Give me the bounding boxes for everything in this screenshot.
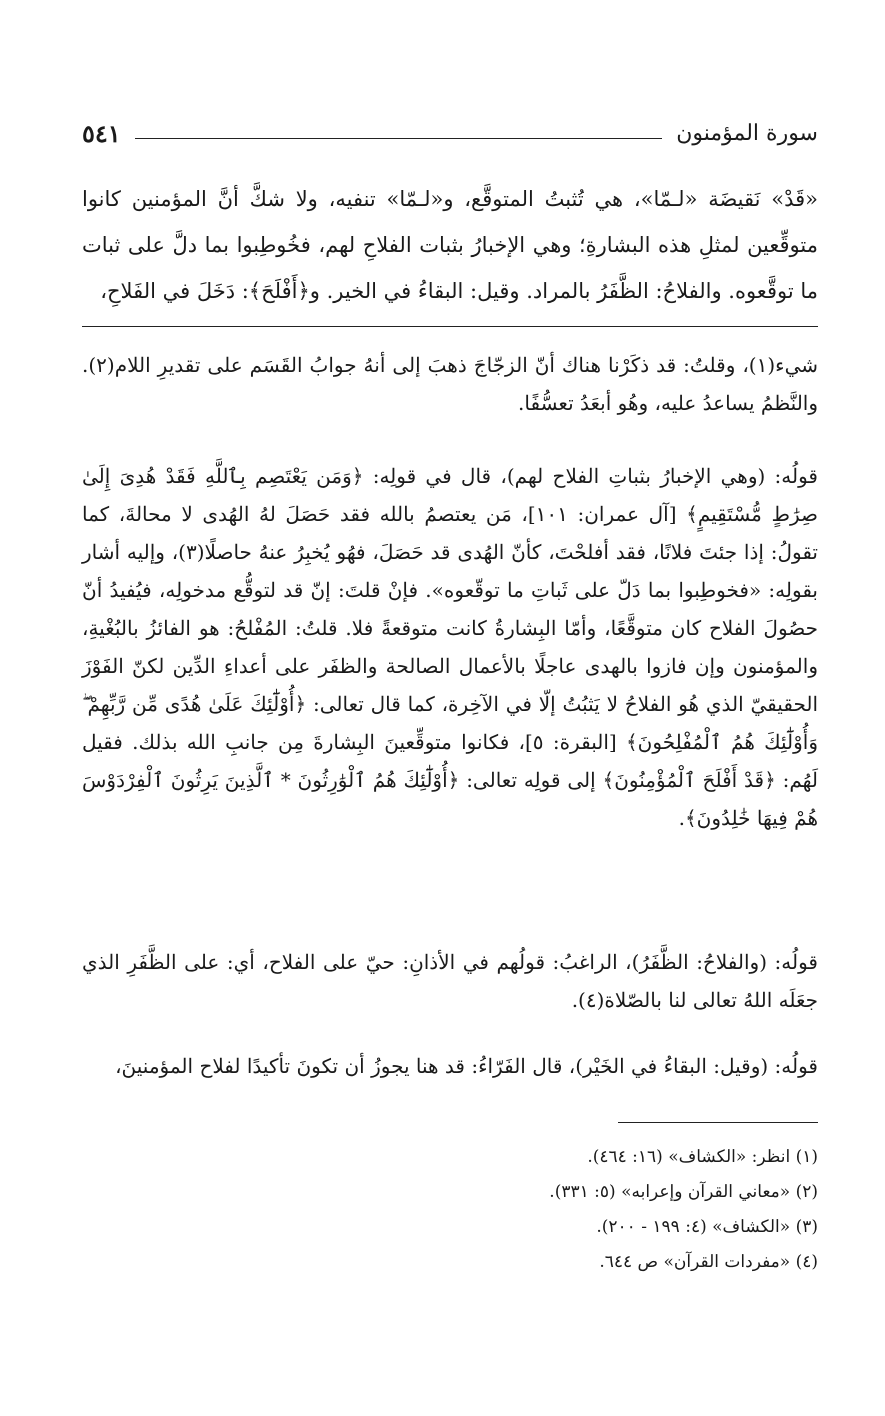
footnotes-list: [82, 1140, 818, 1280]
footnote-3: (٣) «الكشاف» (٤: ١٩٩ - ٢٠٠).: [596, 1217, 818, 1237]
surah-title: سورة المؤمنون: [676, 120, 818, 146]
page-header: [82, 118, 818, 148]
commentary-paragraph-2: قولُه: (وهي الإخبارُ بثباتِ الفلاح لهم)، قال في قولِه: ﴿وَمَن يَعْتَصِم بِٱللَّهِ فَقَدْ هُدِىَ إِلَىٰ صِرَٰطٍ مُّسْتَقِيمٍ﴾ [آل عمران: ١٠١]، مَن يعتصمُ بالله فقد حَصَلَ لهُ الهُدى لا محالةَ، كما تقولُ: إذا جئتَ فلانًا، فقد أفلحْتَ، كأنّ الهُدى قد حَصَلَ، فهُو يُخبِرُ عنهُ حاصلًا(٣)، وإليه أشار بقولِه: «فخوطِبوا بما دَلّ على ثَباتِ ما توقّعوه». فإنْ قلتَ: إنّ قد لتوقُّع مدخولِه، فيُفيدُ أنّ حصُولَ الفلاح كان متوقَّعًا، وأمّا البِشارةُ كانت متوقعةً فلا. قلتُ: المُفْلحُ: هو الفائزُ بالبُغْيةِ، والمؤمنون وإن فازوا بالهدى عاجلًا بالأعمال الصالحة والظفَر على أعداءِ الدِّين لكنّ الفَوْزَ الحقيقيّ الذي هُو الفلاحُ لا يَثبُتُ إلّا في الآخِرة، كما قال تعالى: ﴿أُوْلَٰٓئِكَ عَلَىٰ هُدًى مِّن رَّبِّهِمْ ۖ وَأُوْلَٰٓئِكَ هُمُ ٱلْمُفْلِحُونَ﴾ [البقرة: ٥]، فكانوا متوقِّعينَ البِشارةَ مِن جانبِ الله بذلك. فقيل لَهُم: ﴿قَدْ أَفْلَحَ ٱلْمُؤْمِنُونَ﴾ إلى قولِه تعالى: ﴿أُوْلَٰٓئِكَ هُمُ ٱلْوَٰرِثُونَ * ٱلَّذِينَ يَرِثُونَ ٱلْفِرْدَوْسَ هُمْ فِيهَا خَٰلِدُونَ﴾.: [82, 464, 819, 830]
footnote-1: (١) انظر: «الكشاف» (١٦: ٤٦٤).: [587, 1147, 818, 1167]
footnote-4: (٤) «مفردات القرآن» ص ٦٤٤.: [599, 1252, 818, 1272]
footnote-2: (٢) «معاني القرآن وإعرابه» (٥: ٣٣١).: [549, 1182, 818, 1202]
header-rule: [135, 138, 663, 139]
page-number: ٥٤١: [82, 118, 121, 148]
commentary-paragraph-4: قولُه: (وقيل: البقاءُ في الخَيْر)، قال الفَرّاءُ: قد هنا يجوزُ أن تكونَ تأكيدًا لفلاح المؤمنينَ،: [115, 1054, 818, 1078]
commentary-paragraph-3: قولُه: (والفلاحُ: الظَّفَرُ)، الراغبُ: قولُهم في الأذانِ: حيّ على الفلاح، أي: على الظَّفَرِ الذي جعَلَه اللهُ تعالى لنا بالصّلاة(٤).: [82, 950, 818, 1012]
footnote-separator: [618, 1122, 818, 1123]
main-text-paragraph: «قَدْ» نَقيضَة «لـمّا»، هي تُثبتُ المتوقَّع، و«لـمّا» تنفيه، ولا شكَّ أنَّ المؤمنين كانوا متوقِّعين لمثلِ هذه البشارةِ؛ وهي الإخبارُ بثبات الفلاحِ لهم، فخُوطِبوا بما دلَّ على ثبات ما توقَّعوه. والفلاحُ: الظَّفَرُ بالمراد. وقيل: البقاءُ في الخير. و﴿أَفْلَحَ﴾: دَخَلَ في الفَلاحِ،: [82, 187, 818, 303]
commentary-paragraph-1: شيء(١)، وقلتُ: قد ذكَرْنا هناك أنّ الزجّاجَ ذهبَ إلى أنهُ جوابُ القَسَم على تقديرِ اللام(٢). والنَّظمُ يساعدُ عليه، وهُو أبعَدُ تعسُّفًا.: [82, 353, 818, 415]
main-text-separator: [82, 326, 818, 327]
